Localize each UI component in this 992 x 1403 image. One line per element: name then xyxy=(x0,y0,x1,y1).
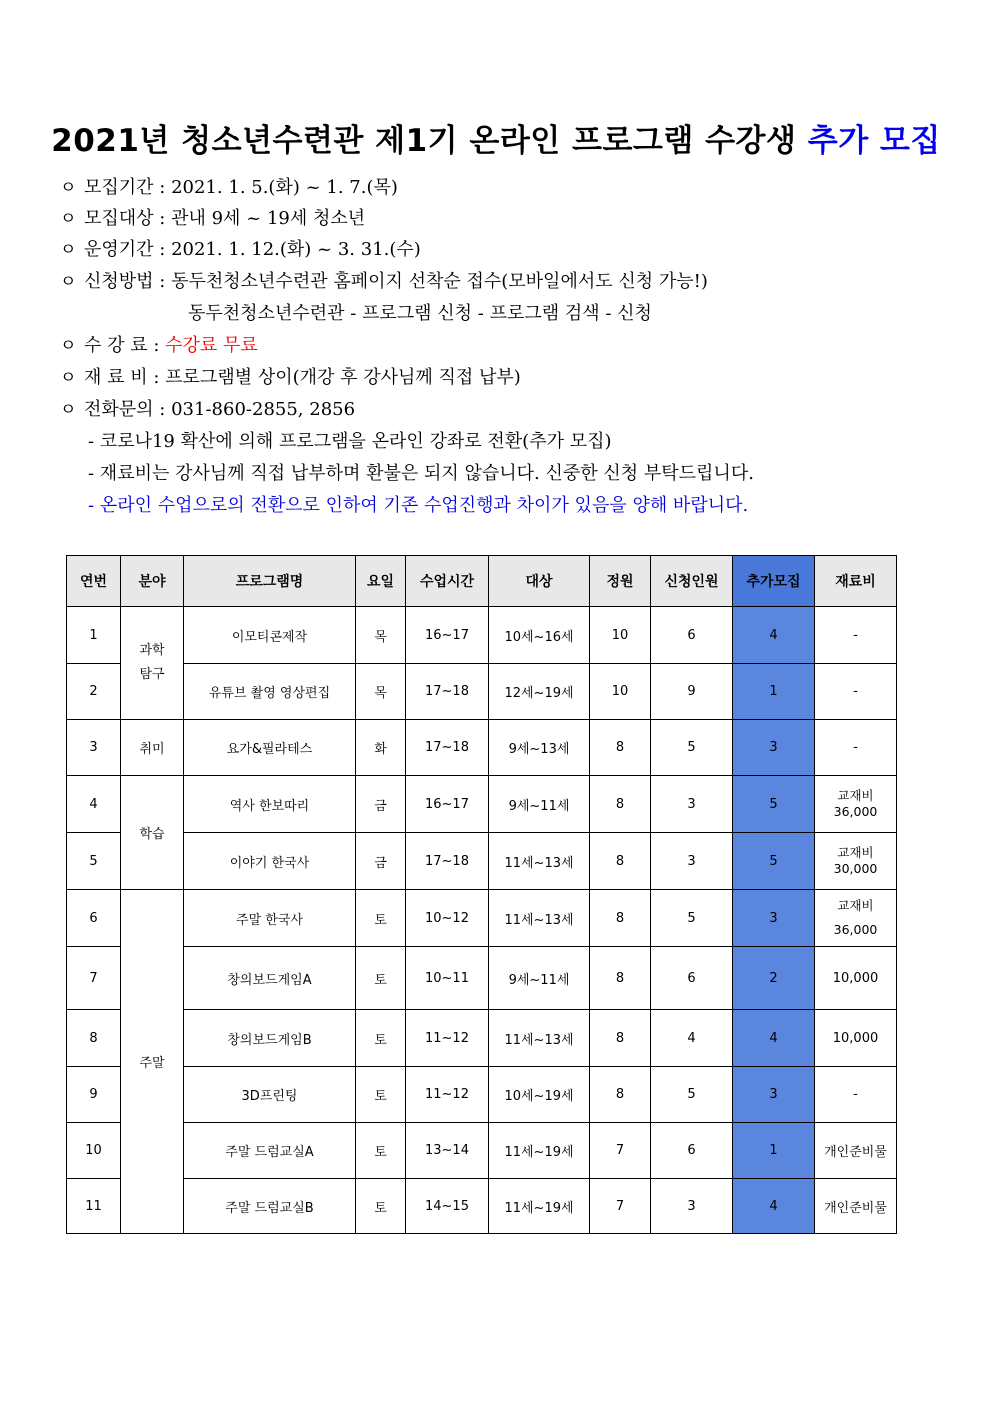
header-day: 요일 xyxy=(356,556,406,607)
program-table xyxy=(66,555,897,1234)
program-name: 역사 한보따리 xyxy=(184,776,356,833)
info-label: 모집대상 xyxy=(84,208,154,229)
bullet: ㅇ xyxy=(60,209,77,229)
header-capacity: 정원 xyxy=(590,556,651,607)
table-row: 7 창의보드게임A 토 10~11 9세~11세 8 6 2 10,000 xyxy=(67,947,897,1010)
table-row: 3 취미 요가&필라테스 화 17~18 9세~13세 8 5 3 - xyxy=(67,720,897,776)
note-1: - 코로나19 확산에 의해 프로그램을 온라인 강좌로 전환(추가 모집) xyxy=(88,431,612,452)
program-name: 주말 한국사 xyxy=(184,890,356,947)
program-name: 이모티콘제작 xyxy=(184,607,356,664)
table-row: 2 유튜브 촬영 영상편집 목 17~18 12세~19세 10 9 1 - xyxy=(67,664,897,720)
bullet: ㅇ xyxy=(60,400,77,420)
header-additional: 추가모집 xyxy=(733,556,815,607)
info-value: 관내 9세 ~ 19세 청소년 xyxy=(171,208,366,229)
program-name: 3D프린팅 xyxy=(184,1067,356,1123)
table-row: 8 창의보드게임B 토 11~12 11세~13세 8 4 4 10,000 xyxy=(67,1010,897,1067)
table-header-row xyxy=(67,556,897,607)
info-label: 전화문의 xyxy=(84,399,154,420)
info-label: 수 강 료 xyxy=(84,335,148,356)
info-value-free: 수강료 무료 xyxy=(165,335,258,356)
program-name: 이야기 한국사 xyxy=(184,833,356,890)
info-material: ㅇ 재 료 비 : 프로그램별 상이(개강 후 강사님께 직접 납부) xyxy=(60,362,521,394)
info-label: 재 료 비 xyxy=(84,367,148,388)
header-target: 대상 xyxy=(489,556,590,607)
table-row: 11 주말 드럼교실B 토 14~15 11세~19세 7 3 4 개인준비물 xyxy=(67,1179,897,1234)
bullet: ㅇ xyxy=(60,336,77,356)
info-value: 프로그램별 상이(개강 후 강사님께 직접 납부) xyxy=(165,367,521,388)
header-time: 수업시간 xyxy=(406,556,489,607)
bullet: ㅇ xyxy=(60,178,77,198)
group-weekend: 주말 xyxy=(121,890,184,1234)
info-operation: ㅇ 운영기간 : 2021. 1. 12.(화) ~ 3. 31.(수) xyxy=(60,234,421,266)
table-row: 4 학습 역사 한보따리 금 16~17 9세~11세 8 3 5 교재비 36,000 xyxy=(67,776,897,833)
program-name: 창의보드게임B xyxy=(184,1010,356,1067)
info-target: ㅇ 모집대상 : 관내 9세 ~ 19세 청소년 xyxy=(60,203,365,235)
page-title xyxy=(0,115,992,160)
table-row: 10 주말 드럼교실A 토 13~14 11세~19세 7 6 1 개인준비물 xyxy=(67,1123,897,1179)
info-value: 2021. 1. 5.(화) ~ 1. 7.(목) xyxy=(171,177,398,198)
table-row: 5 이야기 한국사 금 17~18 11세~13세 8 3 5 교재비 30,000 xyxy=(67,833,897,890)
program-name: 주말 드럼교실B xyxy=(184,1179,356,1234)
table-row: 6 주말 주말 한국사 토 10~12 11세~13세 8 5 3 교재비 36,000 xyxy=(67,890,897,947)
title-main: 2021년 청소년수련관 제1기 온라인 프로그램 수강생 xyxy=(51,123,797,159)
bullet: ㅇ xyxy=(60,272,77,292)
bullet: ㅇ xyxy=(60,368,77,388)
title-highlight: 추가 모집 xyxy=(807,123,941,159)
info-value: 동두천청소년수련관 홈페이지 선착순 접수(모바일에서도 신청 가능!) xyxy=(171,271,708,292)
program-name: 창의보드게임A xyxy=(184,947,356,1010)
group-science: 과학 탐구 xyxy=(121,607,184,720)
program-name: 주말 드럼교실A xyxy=(184,1123,356,1179)
program-name: 요가&필라테스 xyxy=(184,720,356,776)
note-3: - 온라인 수업으로의 전환으로 인하여 기존 수업진행과 차이가 있음을 양해 바랍니다. xyxy=(88,495,749,516)
bullet: ㅇ xyxy=(60,240,77,260)
info-fee: ㅇ 수 강 료 : 수강료 무료 xyxy=(60,330,258,362)
group-study: 학습 xyxy=(121,776,184,890)
table-row: 1 과학 탐구 이모티콘제작 목 16~17 10세~16세 10 6 4 - xyxy=(67,607,897,664)
header-applied: 신청인원 xyxy=(651,556,733,607)
program-name: 유튜브 촬영 영상편집 xyxy=(184,664,356,720)
info-value: 031-860-2855, 2856 xyxy=(171,399,356,420)
info-label: 운영기간 xyxy=(84,239,154,260)
table-row: 9 3D프린팅 토 11~12 10세~19세 8 5 3 - xyxy=(67,1067,897,1123)
info-label: 모집기간 xyxy=(84,177,154,198)
info-method: ㅇ 신청방법 : 동두천청소년수련관 홈페이지 선착순 접수(모바일에서도 신청 가능!) xyxy=(60,266,708,298)
info-method-path: 동두천청소년수련관 - 프로그램 신청 - 프로그램 검색 - 신청 xyxy=(188,303,652,324)
info-period: ㅇ 모집기간 : 2021. 1. 5.(화) ~ 1. 7.(목) xyxy=(60,172,398,204)
info-label: 신청방법 xyxy=(84,271,154,292)
header-no: 연번 xyxy=(67,556,121,607)
info-phone: ㅇ 전화문의 : 031-860-2855, 2856 xyxy=(60,394,355,426)
group-hobby: 취미 xyxy=(121,720,184,776)
header-program: 프로그램명 xyxy=(184,556,356,607)
note-2: - 재료비는 강사님께 직접 납부하며 환불은 되지 않습니다. 신중한 신청 부탁드립니다. xyxy=(88,463,754,484)
header-field: 분야 xyxy=(121,556,184,607)
info-value: 2021. 1. 12.(화) ~ 3. 31.(수) xyxy=(171,239,421,260)
header-material-fee: 재료비 xyxy=(815,556,897,607)
